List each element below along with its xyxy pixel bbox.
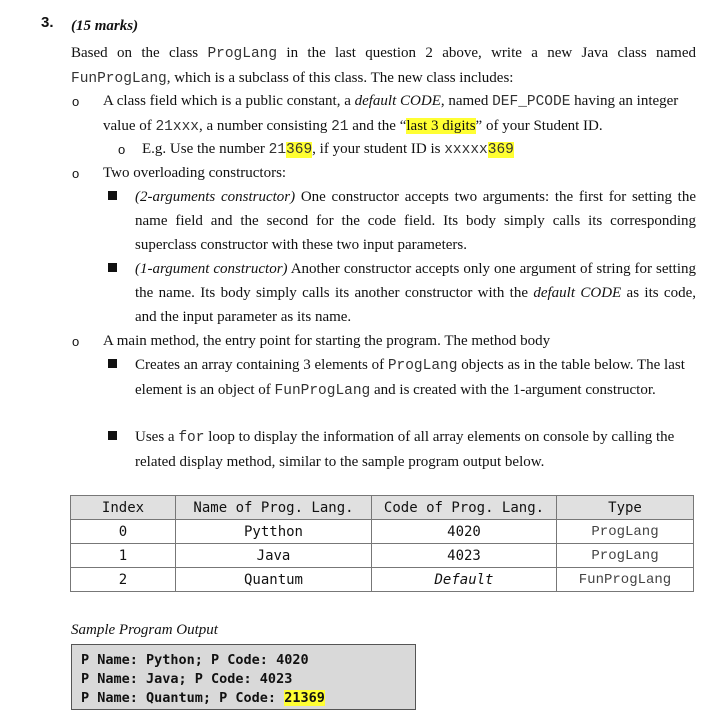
text: One constructor accepts two arguments: the first for setting the name field and the second for the code field. Its body simply calls its corresponding superclass constructor with these two input parameters.	[135, 189, 696, 253]
question-number: 3.	[41, 14, 54, 31]
keyword-for: for	[178, 430, 205, 446]
sample-output-title: Sample Program Output	[71, 622, 218, 638]
code-value: 21	[331, 119, 349, 135]
cell-name: Pytthon	[176, 520, 372, 544]
text: A class field which is a public constant, a	[103, 93, 355, 109]
output-line	[81, 689, 415, 708]
cell-name: Java	[176, 544, 372, 568]
text-italic: (1-argument constructor)	[135, 261, 288, 277]
table-header-row	[71, 496, 694, 520]
code-value: xxxxx	[444, 142, 488, 158]
code-value: 21xxx	[155, 119, 199, 135]
class-funproglang: FunProgLang	[71, 71, 167, 87]
output-text: P Name: Quantum; P Code:	[81, 690, 285, 706]
header-type: Type	[557, 496, 694, 520]
class-proglang: ProgLang	[207, 46, 278, 62]
square-bullet-icon	[108, 431, 117, 440]
header-name: Name of Prog. Lang.	[176, 496, 372, 520]
item-class-field	[103, 89, 696, 139]
cell-index: 2	[71, 568, 176, 592]
class-funproglang: FunProgLang	[274, 383, 371, 399]
output-line: P Name: Python; P Code: 4020	[81, 652, 309, 668]
text: , named	[440, 93, 493, 109]
intro-text: , which is a subclass of this class. The new class includes:	[166, 70, 514, 86]
hollow-bullet-icon: o	[72, 166, 80, 181]
text: and the “	[348, 118, 407, 134]
text: loop to display the information of all array elements on console by calling the related display method, similar to the sample program output below.	[135, 429, 675, 470]
square-bullet-icon	[108, 263, 117, 272]
item-for-loop	[135, 425, 696, 474]
cell-name: Quantum	[176, 568, 372, 592]
cell-code: Default	[372, 568, 557, 592]
intro-paragraph	[71, 41, 696, 91]
cell-code: 4023	[372, 544, 557, 568]
cell-index: 1	[71, 544, 176, 568]
text: E.g. Use the number	[142, 141, 269, 157]
highlight: last 3 digits	[406, 118, 476, 134]
text: , if your student ID is	[312, 141, 445, 157]
item-two-arg-constructor	[135, 185, 696, 257]
cell-type: ProgLang	[557, 544, 694, 568]
hollow-bullet-icon: o	[72, 334, 80, 349]
output-line: P Name: Java; P Code: 4023	[81, 671, 293, 687]
highlight: 369	[487, 142, 514, 158]
output-highlight: 21369	[284, 690, 325, 706]
cell-code: 4020	[372, 520, 557, 544]
sample-output-box	[71, 644, 416, 710]
class-proglang: ProgLang	[387, 358, 458, 374]
item-main-method: A main method, the entry point for starting the program. The method body	[103, 333, 551, 349]
text: having an integer value of	[103, 93, 679, 134]
cell-index: 0	[71, 520, 176, 544]
text: objects as in the table below. The last element is an object of	[135, 357, 685, 398]
code-value: 21	[268, 142, 287, 158]
highlight: 369	[286, 142, 313, 158]
hollow-bullet-icon: o	[118, 142, 126, 157]
table-row	[71, 568, 694, 592]
item-one-arg-constructor	[135, 257, 696, 329]
const-name: DEF_PCODE	[492, 94, 571, 110]
square-bullet-icon	[108, 191, 117, 200]
hollow-bullet-icon: o	[72, 94, 80, 109]
text-italic: default CODE	[354, 93, 441, 109]
data-table	[70, 495, 694, 592]
table-row	[71, 544, 694, 568]
text: and is created with the 1-argument constructor.	[370, 382, 656, 398]
header-index: Index	[71, 496, 176, 520]
header-code: Code of Prog. Lang.	[372, 496, 557, 520]
square-bullet-icon	[108, 359, 117, 368]
text: , a number consisting	[199, 118, 332, 134]
intro-text: in the last question 2 above, write a new Java class named	[277, 45, 696, 61]
text: Uses a	[135, 429, 179, 445]
text: Creates an array containing 3 elements of	[135, 357, 388, 373]
item-constructors-title: Two overloading constructors:	[103, 165, 287, 181]
text: ” of your Student ID.	[475, 118, 603, 134]
text-italic: (2-arguments constructor)	[135, 189, 296, 205]
table-row	[71, 520, 694, 544]
cell-type: FunProgLang	[557, 568, 694, 592]
question-marks: (15 marks)	[71, 18, 139, 34]
text: Another constructor accepts only one argument of string for setting the name. Its body simply calls its another constructor with the	[135, 261, 696, 301]
text-italic: default CODE	[533, 285, 622, 301]
text: as its code, and the input parameter as its name.	[135, 285, 696, 325]
item-create-array	[135, 353, 696, 403]
cell-type: ProgLang	[557, 520, 694, 544]
intro-text: Based on the class	[71, 45, 208, 61]
item-example	[142, 137, 696, 162]
